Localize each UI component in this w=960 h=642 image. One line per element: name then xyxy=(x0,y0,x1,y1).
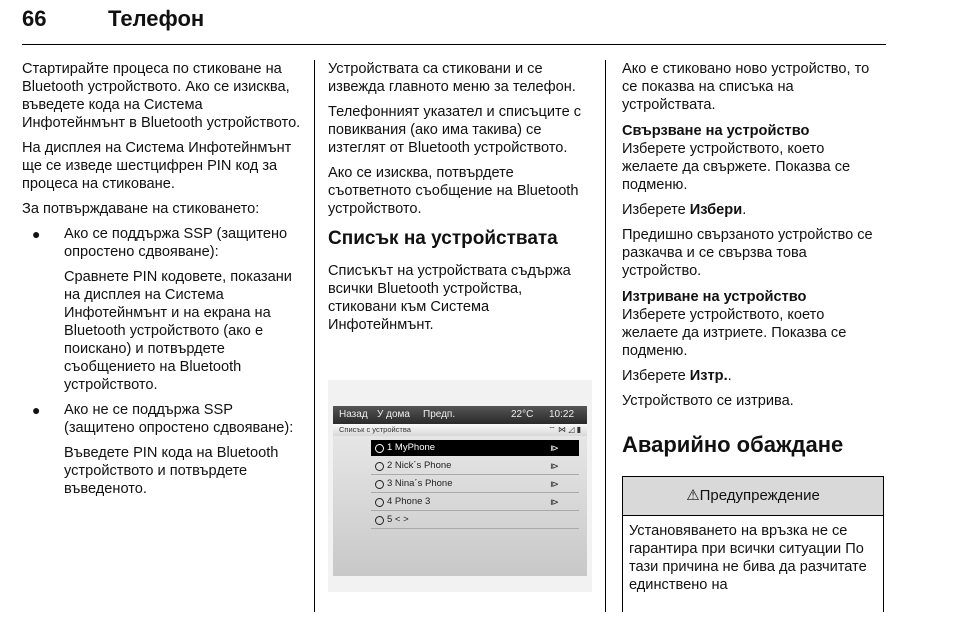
text: . xyxy=(727,368,732,384)
subsection-heading: Свързване на устройство xyxy=(622,123,810,139)
status-icons: ⌔ ⋈ ◿ ▮ xyxy=(548,425,581,434)
text: Изберете xyxy=(622,202,690,218)
arrow-icon: ⧐ xyxy=(550,443,559,453)
bullet-text: Въведете PIN кода на Bluetooth устройството и потвърдете въведеното. xyxy=(64,445,279,497)
paragraph: Устройствата са стиковани и се извежда главното меню за телефон. xyxy=(328,61,576,95)
column-1 xyxy=(22,60,304,505)
menu-term: Избери xyxy=(689,202,743,218)
paragraph xyxy=(622,201,884,219)
device-name: 5 < > xyxy=(387,514,409,525)
radio-icon xyxy=(375,516,384,525)
page-header xyxy=(22,6,884,42)
column-3 xyxy=(622,60,884,472)
paragraph: Стартирайте процеса по стиковане на Bluetooth устройството. Ако се изисква, въведете кода на Система Инфотейнмънт в Bluetooth устройството. xyxy=(22,61,301,131)
device-row xyxy=(371,476,579,493)
device-row xyxy=(371,458,579,475)
subsection-heading: Списък на устройствата xyxy=(328,228,558,249)
back-button: Назад xyxy=(339,409,368,420)
header-rule xyxy=(22,44,886,45)
menu-term: Изтр. xyxy=(689,368,728,384)
paragraph: Телефонният указател и списъците с повиквания (ако има такива) се изтеглят от Bluetooth устройството. xyxy=(328,104,582,156)
device-name: 1 MyPhone xyxy=(387,442,436,453)
paragraph: За потвърждаване на стиковането: xyxy=(22,201,260,217)
text: . xyxy=(742,202,747,218)
radio-icon xyxy=(375,444,384,453)
bullet-icon: ● xyxy=(32,226,41,242)
screen-title-bar xyxy=(333,424,587,436)
radio-icon xyxy=(375,462,384,471)
bullet-text: Сравнете PIN кодовете, показани на дисплея на Система Инфотейнмънт и на екрана на Bluetooth устройството (ако е поискано) и потвърдете съобщението на Bluetooth устройството. xyxy=(64,269,292,393)
infotainment-screen xyxy=(333,406,587,576)
column-divider-1 xyxy=(314,60,315,612)
warning-title: Предупреждение xyxy=(699,487,820,504)
device-list-screenshot xyxy=(328,380,592,592)
warning-icon: ⚠ xyxy=(686,487,700,504)
device-row xyxy=(371,440,579,456)
bullet-text: Ако се поддържа SSP (защитено опростено сдвояване): xyxy=(64,226,288,260)
paragraph: Предишно свързаното устройство се разкачва и се свързва това устройство. xyxy=(622,227,873,279)
device-row xyxy=(371,494,579,511)
text: Изберете xyxy=(622,368,690,384)
subsection-heading: Изтриване на устройство xyxy=(622,289,807,305)
device-name: 4 Phone 3 xyxy=(387,496,431,507)
radio-icon xyxy=(375,480,384,489)
device-name: 2 Nick´s Phone xyxy=(387,460,452,471)
device-name: 3 Nina´s Phone xyxy=(387,478,453,489)
paragraph: Ако е стиковано ново устройство, то се показва на списъка на устройствата. xyxy=(622,61,870,113)
favourites-button: Предп. xyxy=(423,409,456,420)
home-button: У дома xyxy=(377,409,410,420)
arrow-icon: ⧐ xyxy=(550,497,559,507)
warning-header xyxy=(623,477,883,516)
screen-top-bar xyxy=(333,406,587,424)
device-list xyxy=(333,436,587,576)
screen-title: Списък с устройства xyxy=(339,425,411,434)
warning-box xyxy=(622,476,884,612)
section-title: Телефон xyxy=(108,6,205,31)
column-2 xyxy=(328,60,590,341)
radio-icon xyxy=(375,498,384,507)
paragraph: Списъкът на устройствата съдържа всички Bluetooth устройства, стиковани към Система Инфотейнмънт. xyxy=(328,263,571,333)
bullet-text: Ако не се поддържа SSP (защитено опростено сдвояване): xyxy=(64,402,294,436)
paragraph: Устройството се изтрива. xyxy=(622,393,794,409)
paragraph: Ако се изисква, потвърдете съответното съобщение на Bluetooth устройството. xyxy=(328,165,579,217)
section-heading: Аварийно обаждане xyxy=(622,432,844,457)
page-number: 66 xyxy=(22,6,47,31)
bullet-item xyxy=(22,401,304,498)
arrow-icon: ⧐ xyxy=(550,479,559,489)
clock: 10:22 xyxy=(549,409,575,420)
device-row xyxy=(371,512,579,529)
paragraph: Изберете устройството, което желаете да изтриете. Показва се подменю. xyxy=(622,307,847,359)
paragraph: На дисплея на Система Инфотейнмънт ще се изведе шестцифрен PIN код за процеса на стиковане. xyxy=(22,140,292,192)
temperature: 22°C xyxy=(511,409,534,420)
column-divider-2 xyxy=(605,60,606,612)
paragraph xyxy=(622,367,884,385)
arrow-icon: ⧐ xyxy=(550,461,559,471)
bullet-item xyxy=(22,225,304,394)
paragraph: Изберете устройството, което желаете да свържете. Показва се подменю. xyxy=(622,141,851,193)
warning-text: Установяването на връзка не се гарантира при всички ситуации По тази причина не бива да разчитате единствено на xyxy=(629,523,867,593)
bullet-icon: ● xyxy=(32,402,41,418)
